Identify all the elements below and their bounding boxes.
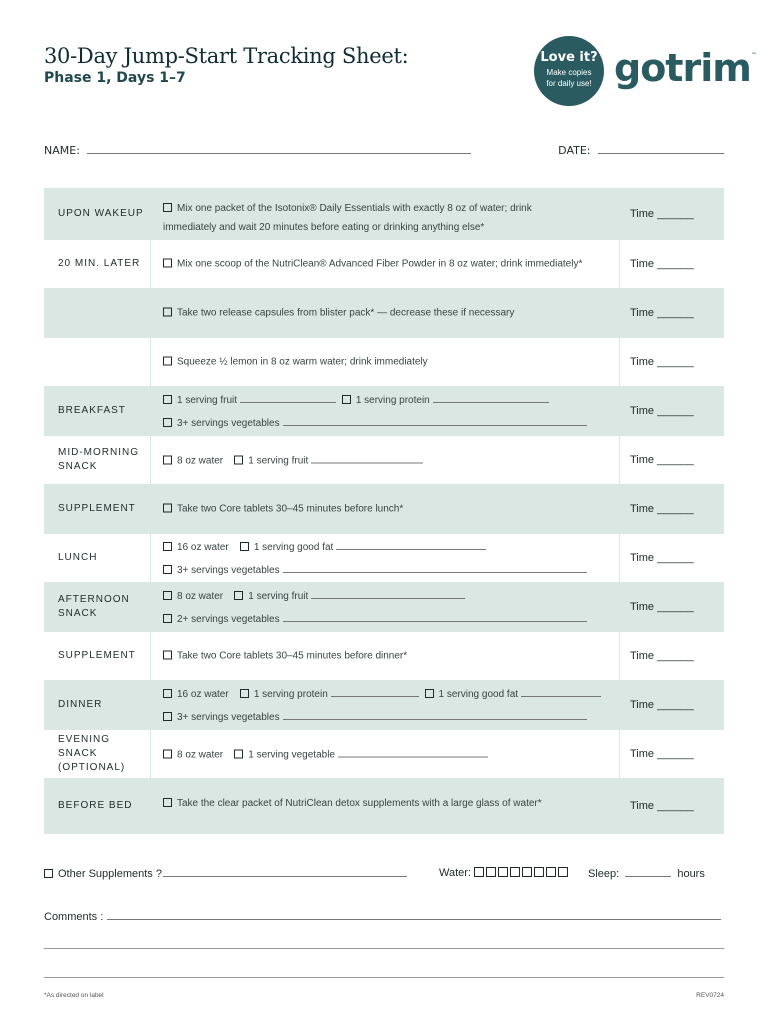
option-text: 2+ servings vegetables (177, 614, 280, 625)
name-field[interactable] (87, 143, 471, 154)
gotrim-logo (614, 46, 756, 90)
logo-trademark: ™ (750, 52, 756, 59)
water-checkbox[interactable] (522, 867, 532, 877)
checkbox[interactable] (163, 614, 172, 623)
page-subtitle: Phase 1, Days 1–7 (44, 70, 186, 86)
row-label: BREAKFAST (58, 405, 126, 416)
option-text: 16 oz water (177, 689, 229, 700)
checkbox[interactable] (163, 455, 172, 464)
option-text: 3+ servings vegetables (177, 418, 280, 429)
checkbox[interactable] (163, 689, 172, 698)
comments-field[interactable] (107, 910, 721, 920)
option-text: 1 serving good fat (253, 542, 334, 553)
option-text: 1 serving protein (355, 395, 430, 406)
time-field[interactable]: Time ______ (630, 601, 694, 613)
table-row (44, 534, 724, 583)
table-row (44, 632, 724, 681)
checkbox[interactable] (163, 258, 172, 267)
checkbox[interactable] (240, 689, 249, 698)
time-field[interactable]: Time ______ (630, 800, 694, 812)
water-checkbox[interactable] (558, 867, 568, 877)
checkbox[interactable] (163, 395, 172, 404)
revision-code: REV0724 (696, 992, 724, 999)
checkbox[interactable] (163, 591, 172, 600)
time-field[interactable]: Time ______ (630, 503, 694, 515)
fill-line[interactable] (311, 589, 465, 599)
hours-label: hours (677, 868, 705, 880)
option-text: 16 oz water (177, 542, 229, 553)
time-field[interactable]: Time ______ (630, 405, 694, 417)
comments-label: Comments : (44, 911, 104, 923)
name-label: NAME: (44, 144, 80, 157)
row-label: UPON WAKEUP (58, 207, 144, 219)
checkbox[interactable] (342, 395, 351, 404)
comments-line[interactable] (44, 977, 724, 978)
date-field[interactable] (598, 143, 724, 154)
checkbox[interactable] (163, 418, 172, 427)
fill-line[interactable] (336, 540, 486, 550)
time-field[interactable]: Time ______ (630, 307, 694, 319)
option-text: 1 serving good fat (438, 689, 519, 700)
row-label: DINNER (58, 699, 103, 710)
table-row (44, 779, 724, 834)
checkbox[interactable] (163, 307, 172, 316)
option-text: 1 serving vegetable (248, 749, 335, 761)
sleep-label: Sleep: (588, 868, 620, 880)
water-label: Water: (439, 867, 471, 879)
table-row (44, 387, 724, 436)
fill-line[interactable] (338, 748, 488, 758)
other-supplements-label: Other Supplements ? (58, 868, 162, 880)
option-text: 8 oz water (177, 749, 224, 761)
checkbox[interactable] (234, 455, 243, 464)
checkbox[interactable] (234, 591, 243, 600)
other-supplements-field[interactable] (163, 867, 407, 877)
row-label: MID-MORNING SNACK (58, 447, 139, 472)
fill-line[interactable] (283, 710, 587, 720)
name-date-row (44, 143, 724, 157)
option-text: 3+ servings vegetables (177, 712, 280, 723)
checkbox[interactable] (163, 565, 172, 574)
table-row (44, 436, 724, 485)
water-checkbox[interactable] (474, 867, 484, 877)
row-label: SUPPLEMENT (58, 503, 136, 514)
table-row (44, 289, 724, 338)
logo-text: gotrim (614, 46, 751, 90)
water-checkbox[interactable] (486, 867, 496, 877)
checkbox[interactable] (163, 356, 172, 365)
time-field[interactable]: Time ______ (630, 258, 694, 270)
option-text: 1 serving protein (253, 689, 328, 700)
sleep-field[interactable] (625, 867, 671, 877)
table-row (44, 681, 724, 730)
footnote: *As directed on label (44, 992, 104, 999)
badge-title: Love it? (540, 50, 598, 65)
time-field[interactable]: Time ______ (630, 356, 694, 368)
fill-line[interactable] (240, 393, 336, 403)
fill-line[interactable] (283, 563, 587, 573)
table-row (44, 240, 724, 289)
fill-line[interactable] (433, 393, 549, 403)
water-checkbox[interactable] (534, 867, 544, 877)
option-text: 1 serving fruit (248, 455, 309, 467)
water-checkbox[interactable] (498, 867, 508, 877)
fill-line[interactable] (331, 687, 419, 697)
row-label: SUPPLEMENT (58, 650, 136, 661)
table-row (44, 338, 724, 387)
fill-line[interactable] (283, 612, 587, 622)
water-checkbox[interactable] (546, 867, 556, 877)
water-checkbox[interactable] (510, 867, 520, 877)
time-field[interactable]: Time ______ (630, 552, 694, 564)
comments-row (44, 910, 724, 923)
row-label: AFTERNOON SNACK (58, 594, 130, 619)
checkbox[interactable] (425, 689, 434, 698)
table-row (44, 583, 724, 632)
row-label: EVENING SNACK (OPTIONAL) (58, 734, 126, 773)
task-text: Take the clear packet of NutriClean detox supplements with a large glass of water* (177, 798, 542, 809)
task-text: Mix one packet of the Isotonix® Daily Essentials with exactly 8 oz of water; drink immediately and wait 20 minutes before eating or drinking anything else* (163, 203, 532, 233)
time-field[interactable]: Time ______ (630, 650, 694, 662)
fill-line[interactable] (521, 687, 601, 697)
task-text: Mix one scoop of the NutriClean® Advanced Fiber Powder in 8 oz water; drink immediately* (177, 258, 583, 270)
row-label: BEFORE BED (58, 800, 133, 811)
option-text: 8 oz water (177, 591, 224, 602)
time-field[interactable]: Time ______ (630, 207, 694, 220)
checkbox[interactable] (240, 542, 249, 551)
checkbox[interactable] (234, 749, 243, 758)
row-label: LUNCH (58, 552, 98, 563)
checkbox[interactable] (163, 503, 172, 512)
checkbox[interactable] (163, 203, 172, 212)
table-row (44, 188, 724, 240)
task-text: Take two release capsules from blister pack* — decrease these if necessary (177, 307, 515, 319)
love-it-badge (534, 36, 604, 106)
date-label: DATE: (558, 144, 591, 157)
row-label: 20 MIN. LATER (58, 258, 141, 269)
option-text: 1 serving fruit (248, 591, 309, 602)
table-row (44, 730, 724, 779)
option-text: 8 oz water (177, 455, 224, 467)
tracking-table (44, 188, 724, 834)
checkbox[interactable] (163, 542, 172, 551)
checkbox[interactable] (163, 798, 172, 807)
checkbox[interactable] (163, 650, 172, 659)
option-text: 1 serving fruit (177, 395, 238, 406)
fill-line[interactable] (311, 454, 423, 464)
time-field[interactable]: Time ______ (630, 699, 694, 711)
badge-text: Make copies for daily use! (546, 68, 592, 88)
checkbox[interactable] (163, 749, 172, 758)
comments-line[interactable] (44, 948, 724, 949)
table-row (44, 485, 724, 534)
checkbox[interactable] (44, 869, 53, 878)
fill-line[interactable] (283, 416, 587, 426)
task-text: Take two Core tablets 30–45 minutes before lunch* (177, 503, 404, 515)
checkbox[interactable] (163, 712, 172, 721)
time-field[interactable]: Time ______ (630, 454, 694, 466)
task-text: Take two Core tablets 30–45 minutes before dinner* (177, 650, 408, 662)
option-text: 3+ servings vegetables (177, 565, 280, 576)
page-title: 30-Day Jump-Start Tracking Sheet: (44, 44, 409, 68)
time-field[interactable]: Time ______ (630, 748, 694, 760)
task-text: Squeeze ½ lemon in 8 oz warm water; drink immediately (177, 356, 428, 368)
